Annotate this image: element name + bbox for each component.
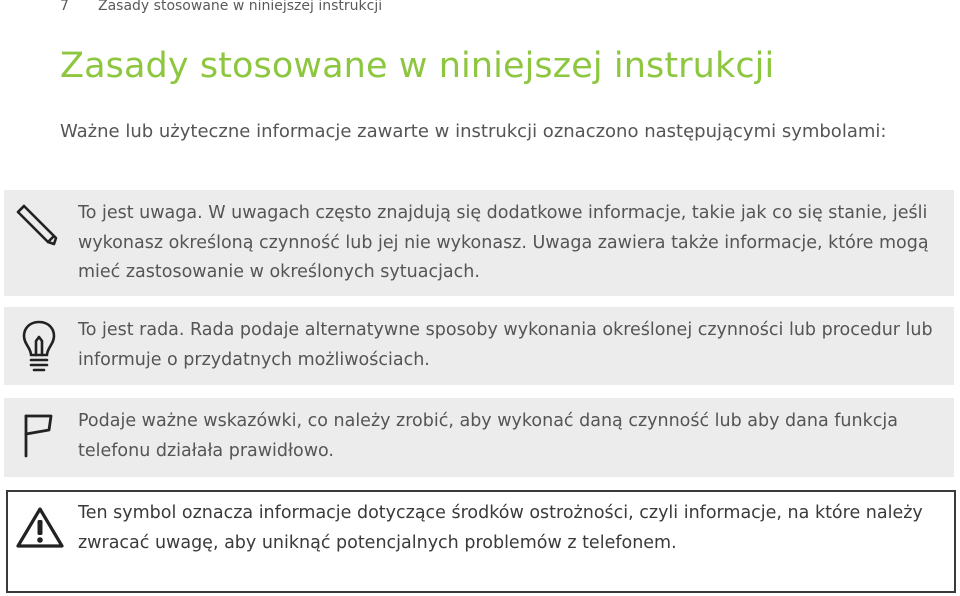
important-box xyxy=(4,398,954,477)
caution-box xyxy=(6,490,956,593)
running-title: Zasady stosowane w niniejszej instrukcji xyxy=(98,0,383,14)
warning-icon xyxy=(16,506,64,548)
lightbulb-icon xyxy=(22,319,56,373)
tip-box xyxy=(4,307,954,385)
caution-text: Ten symbol oznacza informacje dotyczące środków ostrożności, czyli informacje, na które należy zwracać uwagę, aby uniknąć potencjalnych problemów z telefonem. xyxy=(78,503,923,553)
page-header xyxy=(60,0,382,14)
page-title: Zasady stosowane w niniejszej instrukcji xyxy=(60,46,775,86)
note-box xyxy=(4,190,954,296)
tip-text: To jest rada. Rada podaje alternatywne sposoby wykonania określonej czynności lub procedur lub informuje o przydatnych możliwościach. xyxy=(78,320,933,370)
flag-icon xyxy=(21,412,55,458)
important-text: Podaje ważne wskazówki, co należy zrobić, aby wykonać daną czynność lub aby dana funkcja telefonu działała prawidłowo. xyxy=(78,411,898,461)
pencil-icon xyxy=(16,200,62,246)
intro-paragraph: Ważne lub użyteczne informacje zawarte w instrukcji oznaczono następującymi symbolami: xyxy=(60,121,887,142)
note-text: To jest uwaga. W uwagach często znajdują się dodatkowe informacje, takie jak co się stanie, jeśli wykonasz określoną czynność lub jej nie wykonasz. Uwaga zawiera także informacje, które mogą mieć zastosowanie w określonych sytuacjach. xyxy=(78,203,929,282)
page-number: 7 xyxy=(60,0,69,14)
